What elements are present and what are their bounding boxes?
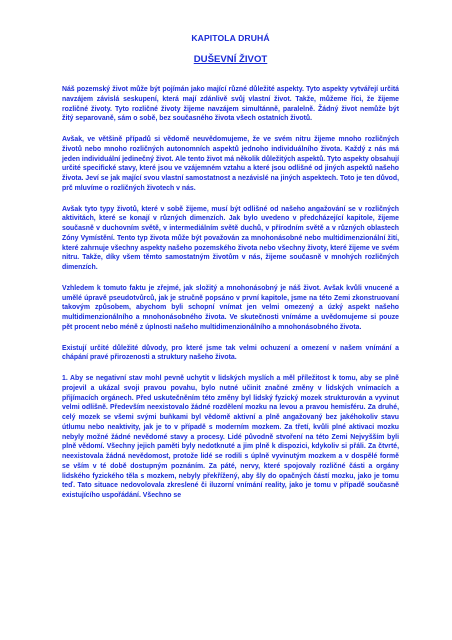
paragraph: Existují určité důležité důvody, pro které jsme tak velmi ochuzení a omezení v našem vnímání a chápání pravé přirozenosti a struktury našeho života. [62,344,399,362]
paragraph: 1. Aby se negativní stav mohl pevně uchytit v lidských myslích a měl příležitost k tomu, aby se plně projevil a ukázal svoji pravou povahu, bylo nutné učinit značné změny v lidských vnímacích a přijímacích orgánech. Před uskutečněním této změny byl lidský fyzický mozek strukturován a vyvinut velmi odlišně. Především neexistovalo žádné rozdělení mozku na levou a pravou hemisféru. Za druhé, celý mozek se všemi svými buňkami byl vědomě aktivní a plně angažovaný bez jakéhokoliv stavu útlumu nebo neaktivity, jak je to v případě s moderním mozkem. Za třetí, kvůli plné aktivaci mozku nebyly možné žádné nevědomé stavy a procesy. Lidé původně stvoření na této Zemi Nejvyšším byli plně vědomí. Všechny jejich paměti byly nedotknuté a jim plně k dispozici, kdykoliv si přáli. Za čtvrté, neexistovala žádná nevědomost, protože lidé se rodili s úplně vyvinutým mozkem a v dospělé formě se vším v té době dostupným poznáním. Za páté, nervy, které spojovaly rozličné části a orgány lidského fyzického těla s mozkem, nebyly překřížený, aby šly do opačných částí mozku, jako je tomu teď. Tato situace nedovolovala zkreslené či iluzorní vnímání reality, jako je tomu v případě současně existujícího uspořádání. Všechno se [62,375,399,499]
paragraph: Avšak, ve většině případů si vědomě neuvědomujeme, že ve svém nitru žijeme mnoho rozličných životů nebo mnoho rozličných autonomních aspektů jednoho individuálního života. Každý z nás má jeden individuální jedinečný život. Ale tento život má několik důležitých aspektů. Tyto aspekty obsahují určité specifické stavy, které jsou ve vzájemném vztahu a které jsou odlišné od jiných aspektů našeho života. Jeví se jak mající svou vlastní samostatnost a nezávislé na jiných aspektech. Toto je ten důvod, prč mluvíme o rozličných životech v nás. [62,136,399,192]
chapter-title: DUŠEVNÍ ŽIVOT [193,54,268,65]
body-text [62,85,399,501]
paragraph: Náš pozemský život může být pojímán jako mající různé důležité aspekty. Tyto aspekty vytvářejí určitá navzájem závislá seskupení, která mají zdánlivě svůj vlastní život. Takže, můžeme říci, že žijeme rozličné životy. Tyto rozličné životy žijeme navzájem simultánně, paralelně. Žádný život nemůže být žitý separovaně, sám o sobě, bez současného života všech ostatních životů. [62,86,399,123]
paragraph: Avšak tyto typy životů, které v sobě žijeme, musí být odlišné od našeho angažování se v rozličných aktivitách, které se konají v různých dimenzích. Jak bylo uvedeno v předcházející kapitole, žijeme současně v duchovním světě, v intermediálním světě duchů, v přírodním světě a v různých oblastech Zóny Vymístění. Tento typ života může být považován za mnohonásobné nebo multidimenzionální žití, které zahrnuje všechny aspekty našeho pozemského života nebo všechny životy, které žijeme ve svém nitru. Takže, díky všem těmto samostatným životům v nás, žijeme současně v mnohých rozličných dimenzích. [62,205,399,271]
paragraph: Vzhledem k tomuto faktu je zřejmé, jak složitý a mnohonásobný je náš život. Avšak kvůli vnucené a umělé úpravě pseudotvůrců, jak je stručně popsáno v první kapitole, jsme na této Zemi zkonstruovaní takovým způsobem, abychom byli schopní vnímat jen velmi omezený a úzký aspekt našeho multidimenzionálního a mnohonásobného života. Ve skutečnosti vnímáme a uvědomujeme si pouze pět procent nebo méně z úplnosti našeho multidimenzionálního a mnohonásobného života. [62,284,399,331]
chapter-heading: KAPITOLA DRUHÁ [191,33,270,43]
